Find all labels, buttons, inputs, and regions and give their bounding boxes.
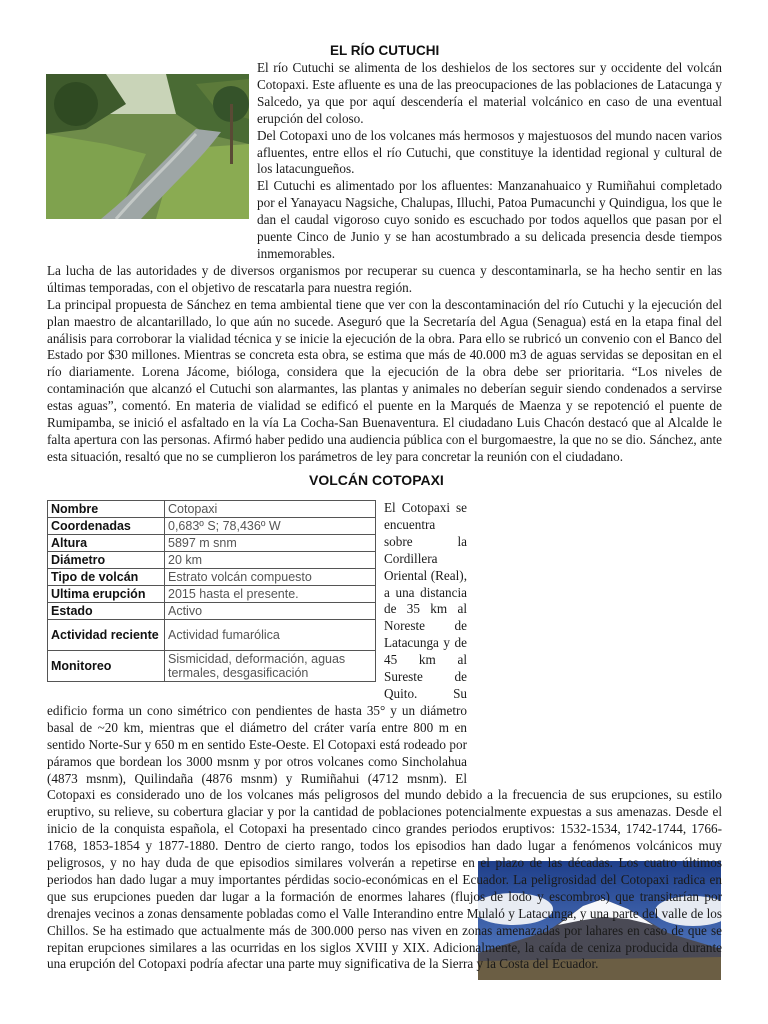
table-row: Altura 5897 m snm bbox=[48, 535, 376, 552]
cutuchi-paragraph-2: Del Cotopaxi uno de los volcanes más hermosos y majestuosos del mundo nacen varios afluentes, entre ellos el río Cutuchi, que constituye la identidad regional y cultural de los latacungueños. bbox=[257, 127, 722, 177]
table-row: Monitoreo Sismicidad, deformación, aguas termales, desgasificación bbox=[48, 651, 376, 682]
cotopaxi-paragraph: El Cotopaxi se encuentra sobre la Cordillera Oriental (Real), a una distancia de 35 km al Noreste de Latacunga y de 45 km al Sureste de Quito. Su edificio forma un cono simétrico con pendientes de hasta 35° y un diámetro basal de ~20 km, mientras que el diámetro del cráter varía entre 800 m en sentido Norte-Sur y 650 m en sentido Este-Oeste. El Cotopaxi está rodeado por páramos que bordean los 3000 msnm y por otros volcanes como Sincholahua (4873 msnm), Quilindaña (4876 msnm) y Rumiñahui (4712 msnm). El Cotopaxi es considerado uno de los volcanes más peligrosos del mundo debido a la frecuencia de sus erupciones, su estilo eruptivo, su relieve, su cobertura glaciar y por la cantidad de poblaciones potencialmente expuestas a sus amenazas. Desde el inicio de la conquista española, el Cotopaxi ha presentado cinco grandes periodos eruptivos: 1532-1534, 1742-1744, 1766-1768, 1853-1854 y 1877-1880. Dentro de cierto rango, todos los episodios han dado lugar a fenómenos volcánicos muy peligrosos, y no hay duda de que episodios similares volverán a repetirse en el plazo de las décadas. Los cuatro últimos periodos han dado lugar a muy importantes pérdidas socio-económicas en el Ecuador. La peligrosidad del Cotopaxi radica en que sus erupciones pueden dar lugar a la formación de enormes lahares (flujos de lodo y escombros) que transitarían por drenajes vecinos a zonas densamente pobladas como el Valle Interandino entre Mulaló y Latacunga, y una parte del valle de los Chillos. Se ha estimado que actualmente más de 300.000 perso nas viven en zonas amenazadas por lahares en caso de que se repitan erupciones similares a las ocurridas en los siglos XVIII y XIX. Adicionalmente, la caída de ceniza producida durante una erupción del Cotopaxi podría afectar una parte muy significativa de la Sierra y la Costa del Ecuador. bbox=[47, 500, 722, 972]
table-row: Actividad reciente Actividad fumarólica bbox=[48, 620, 376, 651]
table-row: Diámetro 20 km bbox=[48, 552, 376, 569]
table-row: Nombre Cotopaxi bbox=[48, 501, 376, 518]
table-row: Tipo de volcán Estrato volcán compuesto bbox=[48, 569, 376, 586]
cotopaxi-text-block bbox=[47, 500, 722, 973]
table-row: Ultima erupción 2015 hasta el presente. bbox=[48, 586, 376, 603]
cutuchi-paragraph-3: El Cutuchi es alimentado por los afluentes: Manzanahuaico y Rumiñahui completado por el Yanayacu Nagsiche, Chalupas, Illuchi, Patoa Pumacunchi y Quindigua, los que le dan el caudal vigoroso cuyo sonido es escuchado por todos aquellos que pasan por el puente Cinco de Junio y se han acostumbrado a su delicada presencia desde tiempos inmemorables. bbox=[257, 178, 722, 261]
table-row: Estado Activo bbox=[48, 603, 376, 620]
section-title-cutuchi: EL RÍO CUTUCHI bbox=[330, 43, 440, 58]
section-title-cotopaxi: VOLCÁN COTOPAXI bbox=[309, 472, 444, 488]
cutuchi-text-block bbox=[47, 60, 722, 466]
cutuchi-paragraph-5: La principal propuesta de Sánchez en tema ambiental tiene que ver con la descontaminación del río Cutuchi y la ejecución del plan maestro de alcantarillado, lo que aún no sucede. Aseguró que la Secretaría del Agua (Senagua) está en la etapa final del análisis para corroborar la vialidad técnica y se inicie la ejecución de la obra. Para ello se rubricó un convenio con el Banco del Estado por $30 millones. Mientras se concreta esta obra, se estima que más de 40.000 m3 de aguas servidas se depositan en el río diariamente. Lorena Jácome, bióloga, considera que la ejecución de la obra debe ser prioritaria. “Los niveles de contaminación que alcanzó el Cutuchi son alarmantes, las plantas y animales no deberían seguir siendo condenados a servirse estas aguas”, comentó. En materia de vialidad se edificó el puente en la Marqués de Maenza y se repotenció el puente de Rumipamba, se inició el asfaltado en la vía La Cocha-San Buenaventura. El ciudadano Luis Chacón destacó que al Alcalde le falta apertura con las personas. Afirmó haber pedido una audiencia pública con el burgomaestre, la que no se dio. Sánchez, ante esta situación, resaltó que no se cumplieron los parámetros de ley para concretar la reunión con el ciudadano. bbox=[47, 296, 722, 464]
cutuchi-paragraph-4: La lucha de las autoridades y de diversos organismos por recuperar su cuenca y descontaminarla, se ha hecho sentir en las últimas temporadas, con el objetivo de rescatarla para nuestra región. bbox=[47, 262, 722, 295]
table-row: Coordenadas 0,683º S; 78,436º W bbox=[48, 518, 376, 535]
cutuchi-paragraph-1: El río Cutuchi se alimenta de los deshielos de los sectores sur y occidente del volcán Cotopaxi. Este afluente es una de las preocupaciones de las poblaciones de Latacunga y Salcedo, ya que por aquí descendería el material volcánico en caso de una eventual erupción del coloso. bbox=[257, 60, 722, 126]
